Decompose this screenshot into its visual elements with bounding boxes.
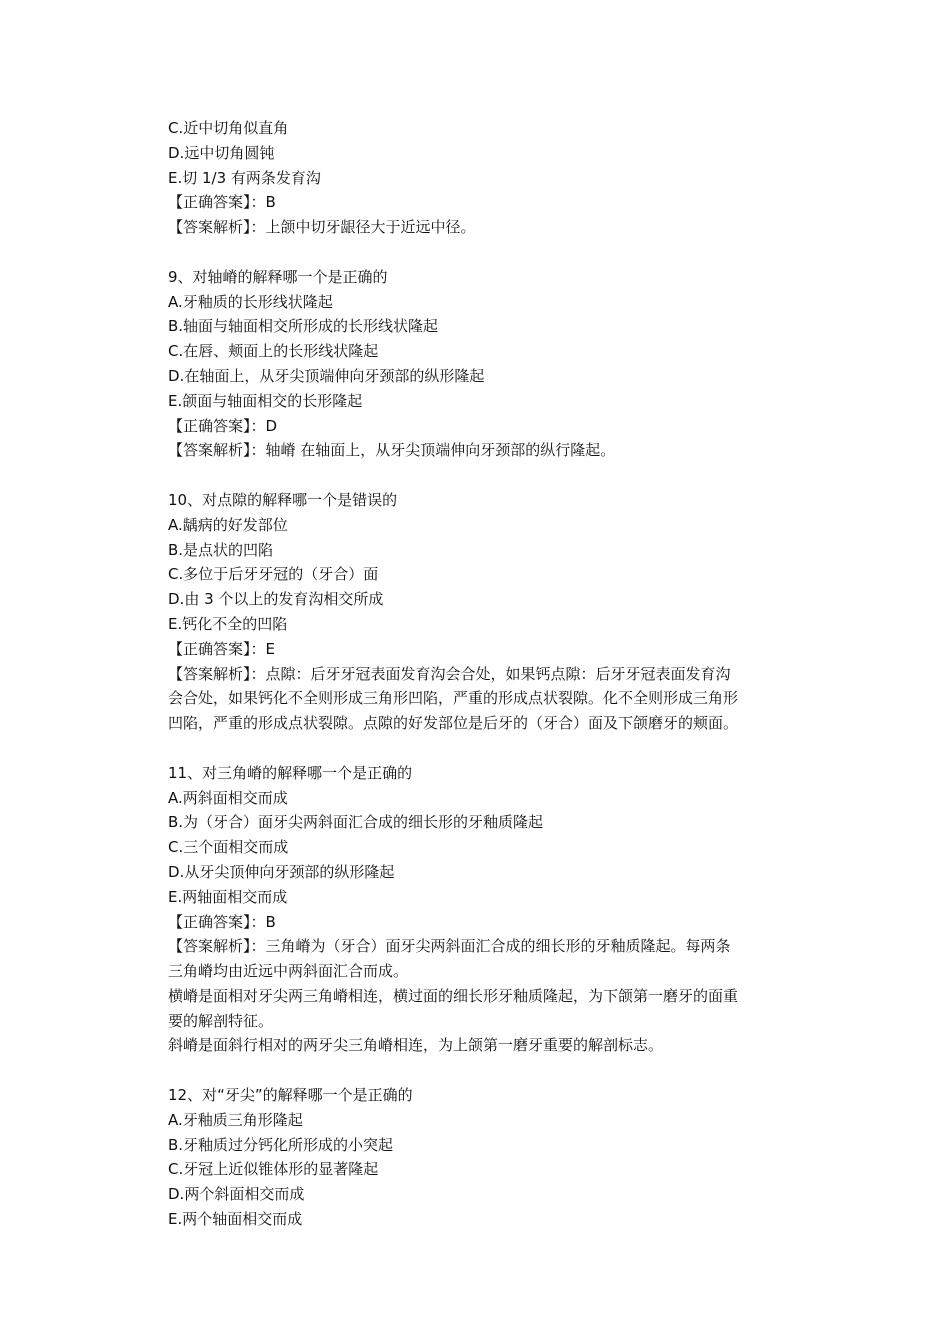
text-line: E.两轴面相交而成 <box>168 887 288 906</box>
text-line: 【正确答案】：D <box>168 416 278 435</box>
text-line: 横嵴是面相对牙尖两三角嵴相连，横过面的细长形牙釉质隆起，为下颌第一磨牙的面重 <box>168 986 739 1005</box>
text-line: B.牙釉质过分钙化所形成的小突起 <box>168 1135 394 1154</box>
text-line: 凹陷，严重的形成点状裂隙。点隙的好发部位是后牙的（牙合）面及下颌磨牙的颊面。 <box>168 714 739 733</box>
text-line: B.是点状的凹陷 <box>168 540 274 559</box>
text-line: A.两斜面相交而成 <box>168 788 288 807</box>
text-line: E.颌面与轴面相交的长形隆起 <box>168 391 363 410</box>
text-line: D.从牙尖顶伸向牙颈部的纵形隆起 <box>168 862 395 881</box>
text-line: A.龋病的好发部位 <box>168 515 288 534</box>
text-line: 9、对轴嵴的解释哪一个是正确的 <box>168 267 388 286</box>
text-line: 会合处，如果钙化不全则形成三角形凹陷，严重的形成点状裂隙。化不全则形成三角形 <box>168 689 739 708</box>
text-line: 【答案解析】：三角嵴为（牙合）面牙尖两斜面汇合成的细长形的牙釉质隆起。每两条 <box>168 937 731 956</box>
text-line: 斜嵴是面斜行相对的两牙尖三角嵴相连，为上颌第一磨牙重要的解剖标志。 <box>168 1036 664 1055</box>
text-line: E.切 1/3 有两条发育沟 <box>168 168 321 187</box>
text-line: D.两个斜面相交而成 <box>168 1185 305 1204</box>
text-line: 11、对三角嵴的解释哪一个是正确的 <box>168 763 413 782</box>
text-line: B.为（牙合）面牙尖两斜面汇合成的细长形的牙釉质隆起 <box>168 813 544 832</box>
text-line: B.轴面与轴面相交所形成的长形线状隆起 <box>168 317 439 336</box>
text-line: E.两个轴面相交而成 <box>168 1210 303 1229</box>
text-line: D.由 3 个以上的发育沟相交所成 <box>168 590 384 609</box>
text-line: 【答案解析】：点隙：后牙牙冠表面发育沟会合处，如果钙点隙：后牙牙冠表面发育沟 <box>168 664 731 683</box>
text-line: 12、对“牙尖”的解释哪一个是正确的 <box>168 1086 413 1105</box>
text-line: 【正确答案】：B <box>168 912 276 931</box>
text-line: C.三个面相交而成 <box>168 838 289 857</box>
document-page <box>168 116 828 1232</box>
blank-line <box>168 1058 828 1083</box>
blank-line <box>168 736 828 761</box>
text-line: C.近中切角似直角 <box>168 119 289 137</box>
text-line: 要的解剖特征。 <box>168 1011 274 1030</box>
text-line: 【正确答案】：E <box>168 639 275 658</box>
text-line: D.在轴面上，从牙尖顶端伸向牙颈部的纵形隆起 <box>168 366 485 385</box>
text-line: 三角嵴均由近远中两斜面汇合而成。 <box>168 962 409 981</box>
blank-line <box>168 240 828 265</box>
text-line: C.牙冠上近似锥体形的显著隆起 <box>168 1160 379 1179</box>
text-line: C.多位于后牙牙冠的（牙合）面 <box>168 565 379 584</box>
text-line: E.钙化不全的凹陷 <box>168 614 288 633</box>
text-line: 【答案解析】：上颌中切牙龈径大于近远中径。 <box>168 218 476 237</box>
text-line: 【答案解析】：轴嵴 在轴面上，从牙尖顶端伸向牙颈部的纵行隆起。 <box>168 441 616 460</box>
text-line: A.牙釉质的长形线状隆起 <box>168 292 333 311</box>
text-line: A.牙釉质三角形隆起 <box>168 1110 303 1129</box>
text-line: C.在唇、颊面上的长形线状隆起 <box>168 342 379 361</box>
text-line: D.远中切角圆钝 <box>168 143 275 162</box>
text-line: 【正确答案】：B <box>168 193 276 212</box>
blank-line <box>168 463 828 488</box>
text-line: 10、对点隙的解释哪一个是错误的 <box>168 490 398 509</box>
